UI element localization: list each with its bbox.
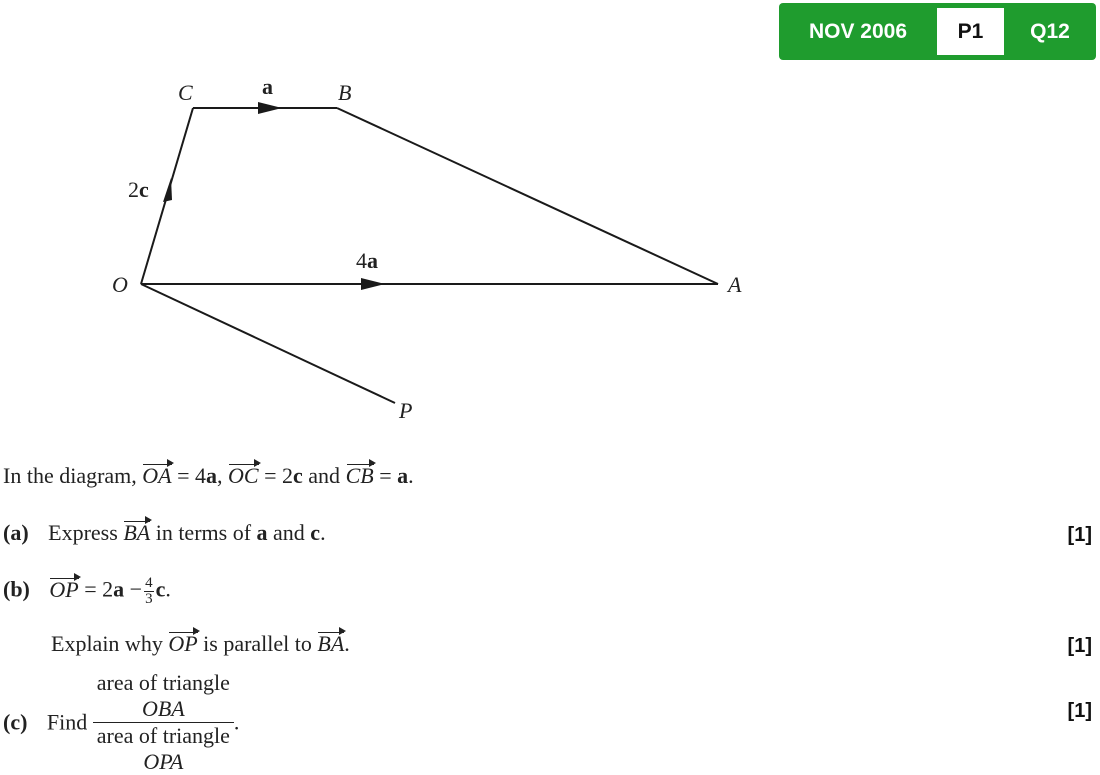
point-label-o: O — [112, 272, 128, 297]
vector-oc: OC — [228, 463, 259, 488]
part-a-question: (a) Express BA in terms of a and c. — [3, 520, 326, 545]
paper-number-label: P1 — [937, 8, 1004, 55]
arrowhead-oa — [361, 278, 385, 290]
point-label-a: A — [728, 272, 742, 297]
part-b-question: Explain why OP is parallel to BA. — [51, 631, 350, 656]
area-ratio-fraction: area of triangle OBA area of triangle OPA — [93, 670, 234, 775]
part-c-label: (c) — [3, 709, 28, 735]
vector-label-2c: 2c — [128, 177, 149, 202]
part-c-question: (c) Find area of triangle OBA area of triangle OPA . — [3, 670, 240, 774]
question-number-label: Q12 — [1030, 20, 1070, 43]
part-c-marks: [1] — [1067, 700, 1092, 722]
part-b-marks: [1] — [1067, 635, 1092, 657]
segment-ba — [337, 108, 718, 284]
vector-cb: CB — [345, 463, 374, 488]
point-label-p: P — [399, 398, 413, 423]
part-a-label: (a) — [3, 520, 29, 545]
vector-op-2: OP — [168, 631, 198, 656]
arrowhead-cb — [258, 102, 282, 114]
fraction-four-thirds: $\frac{4}{3}$ — [145, 575, 153, 607]
vector-op: OP — [49, 576, 79, 602]
exam-date-label: NOV 2006 — [808, 20, 908, 43]
intro-statement: In the diagram, OA = 4a, OC = 2c and CB = a. — [3, 463, 414, 488]
vector-oa: OA — [142, 463, 172, 488]
point-label-c: C — [178, 80, 193, 105]
part-a-marks: [1] — [1067, 524, 1092, 546]
vector-label-4a: 4a — [356, 248, 378, 273]
part-b-label: (b) — [3, 576, 30, 602]
arrowhead-oc — [163, 178, 172, 202]
vector-ba-2: BA — [317, 631, 345, 656]
vector-ba: BA — [123, 520, 151, 545]
segment-op — [141, 284, 395, 403]
part-b-given: (b) OP = 2a − $\frac{4}{3}$ c. — [3, 575, 171, 607]
vector-label-a: a — [262, 74, 273, 99]
point-label-b: B — [338, 80, 352, 105]
